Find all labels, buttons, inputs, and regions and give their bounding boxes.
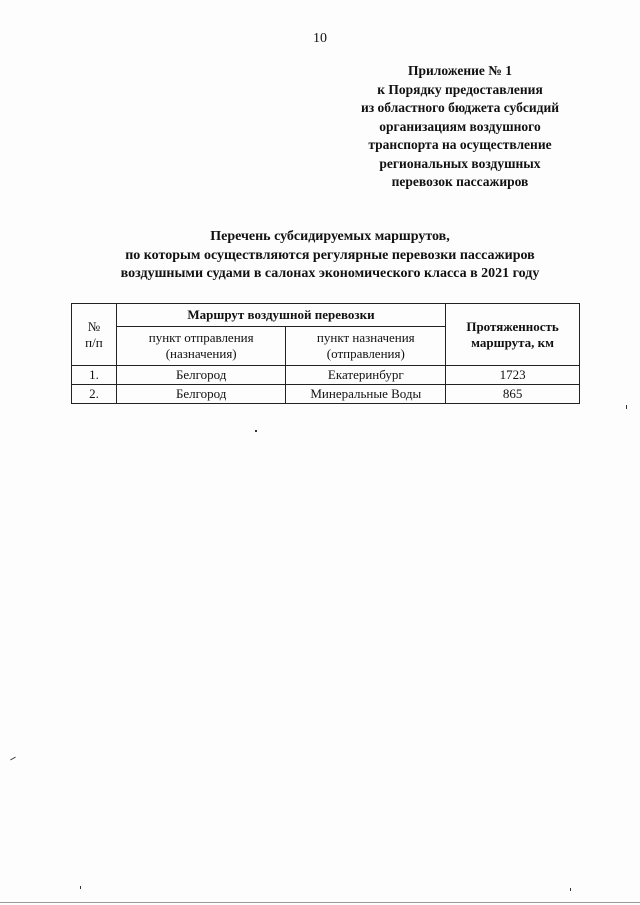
header-departure-line: (назначения): [165, 346, 237, 361]
header-destination-line: пункт назначения: [316, 330, 415, 345]
scan-speck: [255, 430, 257, 432]
row-number: 1.: [72, 366, 117, 385]
title-line: воздушными судами в салонах экономического класса в 2021 году: [120, 266, 540, 281]
row-to: Екатеринбург: [286, 366, 446, 385]
row-number: 2.: [72, 385, 117, 404]
header-destination: [286, 327, 446, 366]
header-departure-line: пункт отправления: [148, 330, 254, 345]
header-length: [446, 304, 580, 366]
header-route-group: Маршрут воздушной перевозки: [116, 304, 445, 327]
document-title: [60, 228, 600, 284]
scan-speck: [80, 886, 81, 889]
appendix-line: к Порядку предоставления: [377, 81, 543, 97]
appendix-line: транспорта на осуществление: [368, 137, 552, 152]
table-row: [72, 385, 580, 404]
appendix-heading: [300, 62, 620, 192]
row-from: Белгород: [116, 366, 286, 385]
row-from: Белгород: [116, 385, 286, 404]
header-number: [72, 304, 117, 366]
scan-speck: [626, 405, 627, 409]
header-length-line: Протяженность: [466, 318, 559, 334]
title-line: по которым осуществляются регулярные перевозки пассажиров: [125, 247, 535, 263]
scan-border: [0, 902, 640, 903]
appendix-line: организациям воздушного: [379, 118, 541, 134]
table-row: [72, 366, 580, 385]
row-length: 865: [446, 385, 580, 404]
header-number-symbol: №: [87, 318, 101, 334]
title-line: Перечень субсидируемых маршрутов,: [210, 229, 450, 244]
appendix-line: Приложение № 1: [408, 63, 512, 78]
appendix-line: из областного бюджета субсидий: [360, 100, 560, 115]
header-number-label: п/п: [85, 334, 103, 350]
scan-speck: [570, 888, 571, 891]
header-departure: [116, 327, 286, 366]
header-destination-line: (отправления): [326, 346, 405, 361]
scan-speck: [10, 757, 16, 761]
header-length-line: маршрута, км: [471, 334, 555, 350]
row-to: Минеральные Воды: [286, 385, 446, 404]
page-number: 10: [313, 31, 327, 46]
appendix-line: перевозок пассажиров: [391, 174, 529, 189]
row-length: 1723: [446, 366, 580, 385]
routes-table: [71, 303, 580, 404]
appendix-line: региональных воздушных: [379, 155, 541, 171]
